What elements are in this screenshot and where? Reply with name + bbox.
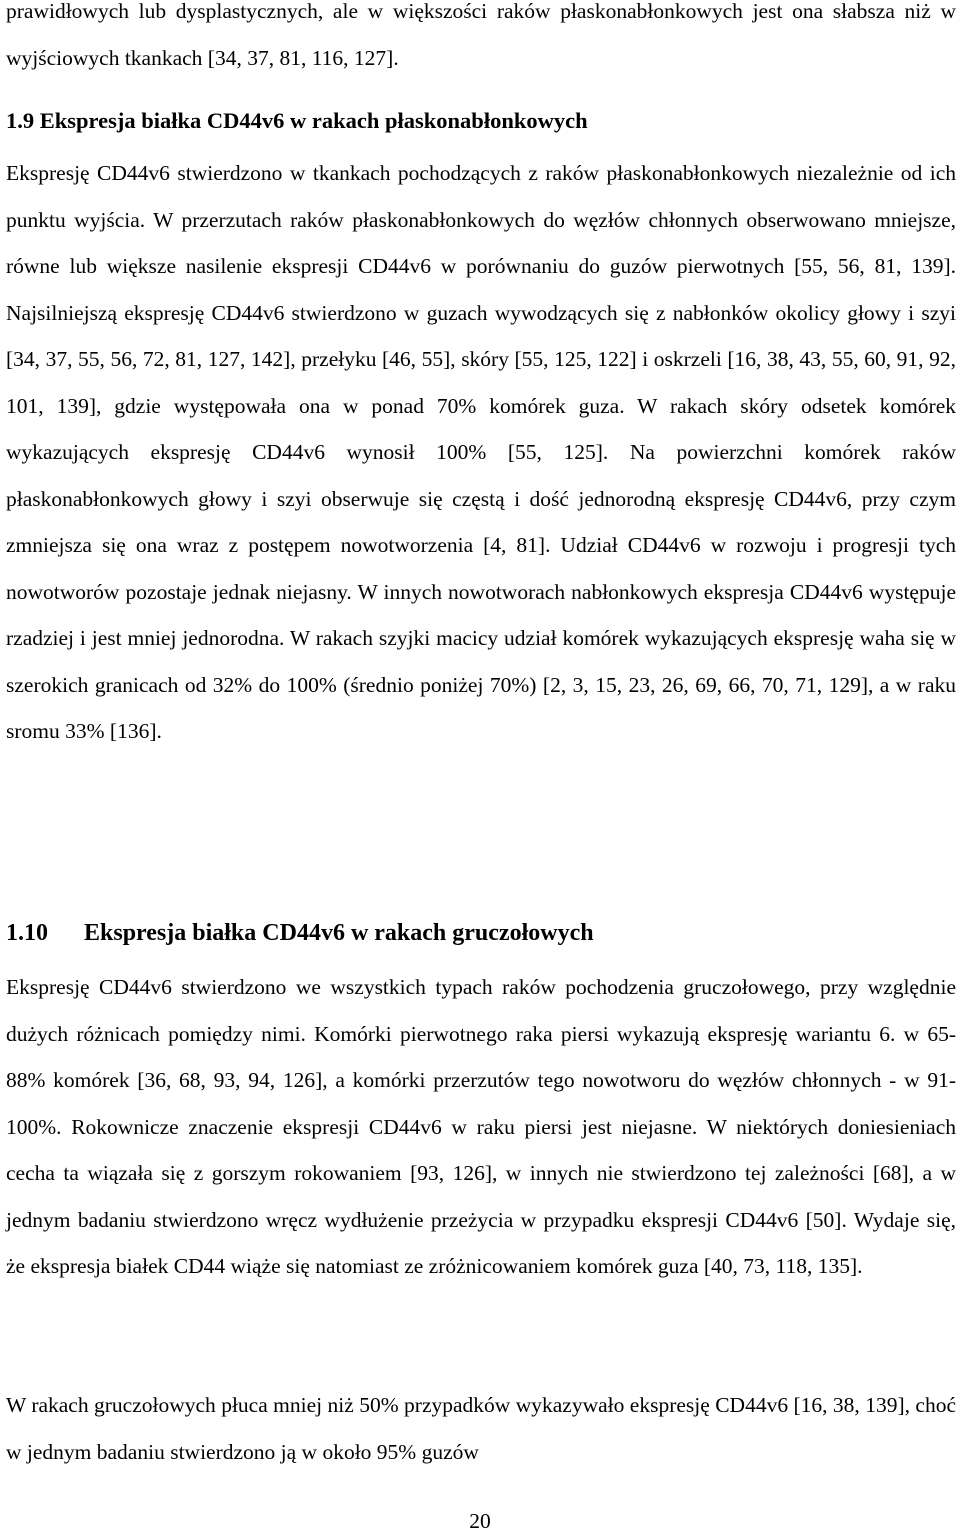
section-title: Ekspresja białka CD44v6 w rakach gruczołowych: [84, 920, 594, 946]
paragraph-continuation: prawidłowych lub dysplastycznych, ale w większości raków płaskonabłonkowych jest ona słabsza niż w wyjściowych tkankach [34, 37, 81, 116, 127].: [6, 0, 956, 70]
section-heading-1-10: [6, 908, 594, 958]
section-number: 1.10: [6, 920, 48, 946]
section-heading-1-9: 1.9 Ekspresja białka CD44v6 w rakach płaskonabłonkowych: [6, 108, 588, 133]
page-number: 20: [469, 1509, 491, 1533]
paragraph-section-1-10-first: Ekspresję CD44v6 stwierdzono we wszystkich typach raków pochodzenia gruczołowego, przy względnie dużych różnicach pomiędzy nimi. Komórki pierwotnego raka piersi wykazują ekspresję wariantu 6. w 65-88% komórek [36, 68, 93, 94, 126], a komórki przerzutów tego nowotworu do węzłów chłonnych - w 91-100%. Rokownicze znaczenie ekspresji CD44v6 w raku piersi jest niejasne. W niektórych doniesieniach cecha ta wiązała się z gorszym rokowaniem [93, 126], w innych nie stwierdzono tej zależności [68], a w jednym badaniu stwierdzono wręcz wydłużenie przeżycia w przypadku ekspresji CD44v6 [50]. Wydaje się, że ekspresja białek CD44 wiąże się natomiast ze zróżnicowaniem komórek guza [40, 73, 118, 135].: [6, 975, 956, 1278]
paragraph-section-1-9: Ekspresję CD44v6 stwierdzono w tkankach pochodzących z raków płaskonabłonkowych niezależnie od ich punktu wyjścia. W przerzutach raków płaskonabłonkowych do węzłów chłonnych obserwowano mniejsze, równe lub większe nasilenie ekspresji CD44v6 w porównaniu do guzów pierwotnych [55, 56, 81, 139]. Najsilniejszą ekspresję CD44v6 stwierdzono w guzach wywodzących się z nabłonków okolicy głowy i szyi [34, 37, 55, 56, 72, 81, 127, 142], przełyku [46, 55], skóry [55, 125, 122] i oskrzeli [16, 38, 43, 55, 60, 91, 92, 101, 139], gdzie występowała ona w ponad 70% komórek guza. W rakach skóry odsetek komórek wykazujących ekspresję CD44v6 wynosił 100% [55, 125]. Na powierzchni komórek raków płaskonabłonkowych głowy i szyi obserwuje się częstą i dość jednorodną ekspresję CD44v6, przy czym zmniejsza się ona wraz z postępem nowotworzenia [4, 81]. Udział CD44v6 w rozwoju i progresji tych nowotworów pozostaje jednak niejasny. W innych nowotworach nabłonkowych ekspresja CD44v6 występuje rzadziej i jest mniej jednorodna. W rakach szyjki macicy udział komórek wykazujących ekspresję waha się w szerokich granicach od 32% do 100% (średnio poniżej 70%) [2, 3, 15, 23, 26, 69, 66, 70, 71, 129], a w raku sromu 33% [136].: [6, 161, 956, 743]
paragraph-section-1-10-second: W rakach gruczołowych płuca mniej niż 50% przypadków wykazywało ekspresję CD44v6 [16, 38, 139], choć w jednym badaniu stwierdzono ją w około 95% guzów: [6, 1393, 956, 1464]
